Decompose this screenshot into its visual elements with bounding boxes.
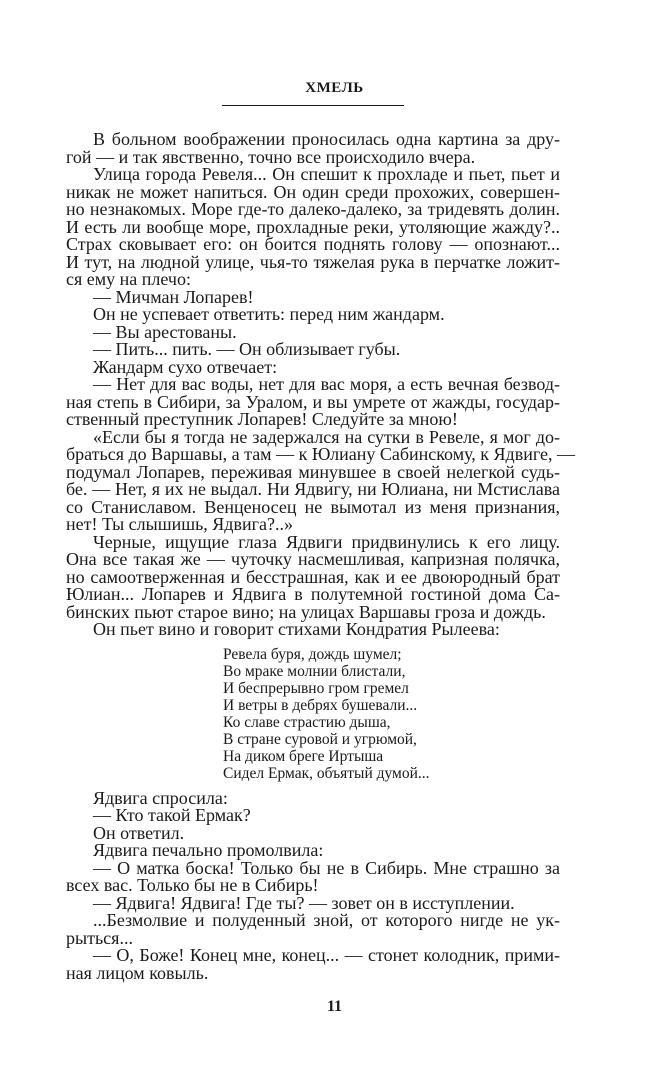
poem-line: В стране суровой и угрюмой, bbox=[223, 730, 417, 748]
paragraph bbox=[66, 807, 560, 825]
paragraph bbox=[66, 341, 560, 359]
text-line: Черные, ищущие глаза Ядвиги придвинулись к его лицу. bbox=[93, 531, 560, 552]
text-line: Он ответил. bbox=[93, 822, 185, 843]
text-line: — Нет для вас воды, нет для вас моря, а есть вечная безвод- bbox=[93, 374, 560, 394]
paragraph bbox=[66, 306, 560, 324]
text-after-poem bbox=[66, 787, 560, 983]
text-line: Он не успевает ответить: перед ним жандарм. bbox=[93, 304, 445, 324]
text-line: бе. — Нет, я их не выдал. Ни Ядвигу, ни Юлиана, ни Мстислава bbox=[66, 479, 560, 499]
paragraph bbox=[66, 947, 560, 982]
text-line: Она все такая же — чуточку насмешливая, капризная полячка, bbox=[66, 549, 560, 569]
text-line: — Пить... пить. — Он облизывает губы. bbox=[93, 339, 401, 359]
paragraph bbox=[66, 912, 560, 947]
text-line: бинских пьют старое вино; на улицах Варшавы гроза и дождь. bbox=[66, 601, 546, 622]
text-line: но самоотверженная и бесстрашная, как и ее двоюродный брат bbox=[66, 566, 560, 587]
text-line: ся ему на плечо: bbox=[66, 269, 191, 289]
text-line: ная степь в Сибири, за Уралом, и вы умрете от жажды, государ- bbox=[66, 391, 560, 412]
text-line: Страх сковывает его: он боится поднять голову — опознают... bbox=[66, 234, 560, 254]
text-line: — О матка боска! Только бы не в Сибирь. Мне страшно за bbox=[93, 857, 560, 878]
text-line: но незнакомых. Море где-то далеко-далеко, за тридевять долин. bbox=[66, 199, 560, 219]
paragraph bbox=[66, 131, 560, 166]
text-before-poem bbox=[66, 129, 575, 639]
poem-line: Ко славе страстию дыша, bbox=[223, 713, 391, 731]
poem-line: И ветры в дебрях бушевали... bbox=[223, 696, 418, 714]
text-line: подумал Лопарев, переживая минувшее в своей нелегкой судь- bbox=[66, 461, 560, 482]
text-line: нет! Ты слышишь, Ядвига?..» bbox=[66, 514, 293, 534]
paragraph bbox=[66, 426, 575, 534]
text-line: Улица города Ревеля... Он спешит к прохладе и пьет, пьет и bbox=[93, 164, 560, 184]
text-line: И есть ли вообще море, прохладные реки, утоляющие жажду?.. bbox=[66, 216, 560, 237]
running-head: ХМЕЛЬ bbox=[305, 80, 364, 96]
text-line: всех вас. Только бы не в Сибирь! bbox=[66, 875, 319, 895]
text-line: браться до Варшавы, а там — к Юлиану Сабинскому, к Ядвиге, — bbox=[66, 444, 575, 464]
paragraph bbox=[66, 166, 560, 289]
text-line: — О, Боже! Конец мне, конец... — стонет колодник, прими- bbox=[93, 945, 560, 965]
paragraph bbox=[66, 621, 560, 639]
text-line: Жандарм сухо отвечает: bbox=[93, 356, 278, 377]
header-rule bbox=[222, 105, 404, 106]
text-line: В больном воображении проносилась одна картина за дру- bbox=[93, 129, 560, 149]
text-line: — Мичман Лопарев! bbox=[93, 286, 254, 307]
text-line: ная лицом ковыль. bbox=[66, 962, 209, 983]
poem-line: И беспрерывно гром гремел bbox=[223, 679, 409, 697]
text-line: — Вы арестованы. bbox=[93, 321, 237, 342]
text-line: Ядвига спросила: bbox=[93, 787, 228, 808]
text-line: со Станиславом. Венценосец не вымотал из меня признания, bbox=[66, 496, 560, 517]
poem-line: Во мраке молнии блистали, bbox=[223, 662, 406, 680]
poem-line: Ревела буря, дождь шумел; bbox=[223, 645, 402, 663]
paragraph bbox=[66, 531, 560, 622]
poem-line: На диком бреге Иртыша bbox=[223, 747, 384, 765]
text-line: ...Безмолвие и полуденный зной, от которого нигде не ук- bbox=[93, 910, 560, 930]
poem-line: Сидел Ермак, объятый думой... bbox=[223, 764, 430, 782]
page-number: 11 bbox=[326, 998, 343, 1015]
text-line: гой — и так явственно, точно все происходило вчера. bbox=[66, 146, 476, 167]
text-line: рыться... bbox=[66, 927, 133, 948]
text-line: Юлиан... Лопарев и Ядвига в полутемной гостиной дома Са- bbox=[66, 584, 560, 604]
text-line: И тут, на людной улице, чья-то тяжелая рука в перчатке ложит- bbox=[66, 251, 560, 272]
text-line: — Кто такой Ермак? bbox=[93, 805, 251, 825]
text-line: ственный преступник Лопарев! Следуйте за мною! bbox=[66, 409, 458, 429]
page-body bbox=[66, 129, 575, 983]
text-line: Он пьет вино и говорит стихами Кондратия Рылеева: bbox=[93, 619, 500, 639]
poem bbox=[223, 646, 560, 782]
paragraph bbox=[66, 842, 560, 860]
text-line: Ядвига печально промолвила: bbox=[93, 840, 324, 860]
text-line: «Если бы я тогда не задержался на сутки в Ревеле, я мог до- bbox=[93, 426, 560, 447]
text-line: никак не может напиться. Он один среди прохожих, совершен- bbox=[66, 181, 560, 202]
paragraph bbox=[66, 857, 560, 895]
paragraph bbox=[66, 376, 560, 429]
text-line: — Ядвига! Ядвига! Где ты? — зовет он в исступлении. bbox=[93, 892, 515, 913]
